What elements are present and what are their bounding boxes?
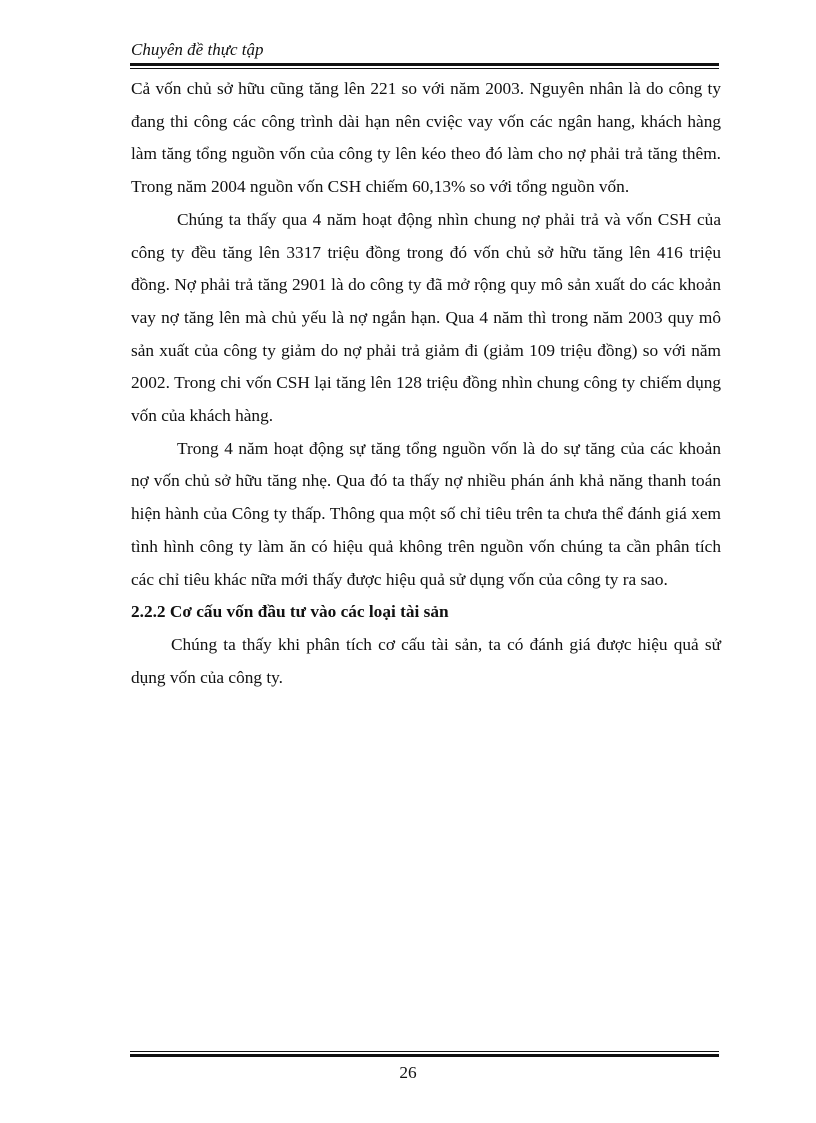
section-heading: 2.2.2 Cơ cấu vốn đầu tư vào các loại tài sản [131, 602, 449, 622]
header-divider-thin [130, 68, 719, 69]
header-divider [130, 63, 719, 66]
body-paragraph: Chúng ta thấy qua 4 năm hoạt động nhìn chung nợ phải trả và vốn CSH của công ty đều tăng lên 3317 triệu đồng trong đó vốn chủ sở hữu tăng lên 416 triệu đồng. Nợ phải trả tăng 2901 là do công ty đã mở rộng quy mô sản xuất do các khoản vay nợ tăng lên mà chủ yếu là nợ ngắn hạn. Qua 4 năm thì trong năm 2003 quy mô sản xuất của công ty giảm do nợ phải trả giảm đi (giảm 109 triệu đồng) so với năm 2002. Trong chi vốn CSH lại tăng lên 128 triệu đồng nhìn chung công ty chiếm dụng vốn của khách hàng. [131, 209, 721, 426]
section-paragraph: Chúng ta thấy khi phân tích cơ cấu tài sản, ta có đánh giá được hiệu quả sử dụng vốn của công ty. [131, 634, 721, 687]
page-body [131, 73, 721, 694]
page-number: 26 [399, 1063, 417, 1082]
footer-divider-thin [130, 1051, 719, 1052]
body-paragraph: Cả vốn chủ sở hữu cũng tăng lên 221 so với năm 2003. Nguyên nhân là do công ty đang thi công các công trình dài hạn nên cviệc vay vốn các ngân hang, khách hàng làm tăng tổng nguồn vốn của công ty lên kéo theo đó làm cho nợ phải trả tăng thêm. Trong năm 2004 nguồn vốn CSH chiếm 60,13% so với tổng nguồn vốn. [131, 79, 721, 197]
page-header-title: Chuyên đề thực tập [131, 40, 264, 59]
footer-divider [130, 1054, 719, 1057]
body-paragraph: Trong 4 năm hoạt động sự tăng tổng nguồn vốn là do sự tăng của các khoản nợ vốn chủ sở hữu tăng nhẹ. Qua đó ta thấy nợ nhiều phán ánh khả năng thanh toán hiện hành của Công ty thấp. Thông qua một số chỉ tiêu trên ta chưa thể đánh giá xem tình hình công ty làm ăn có hiệu quả không trên nguồn vốn chúng ta cần phân tích các chỉ tiêu khác nữa mới thấy được hiệu quả sử dụng vốn của công ty ra sao. [131, 438, 721, 589]
